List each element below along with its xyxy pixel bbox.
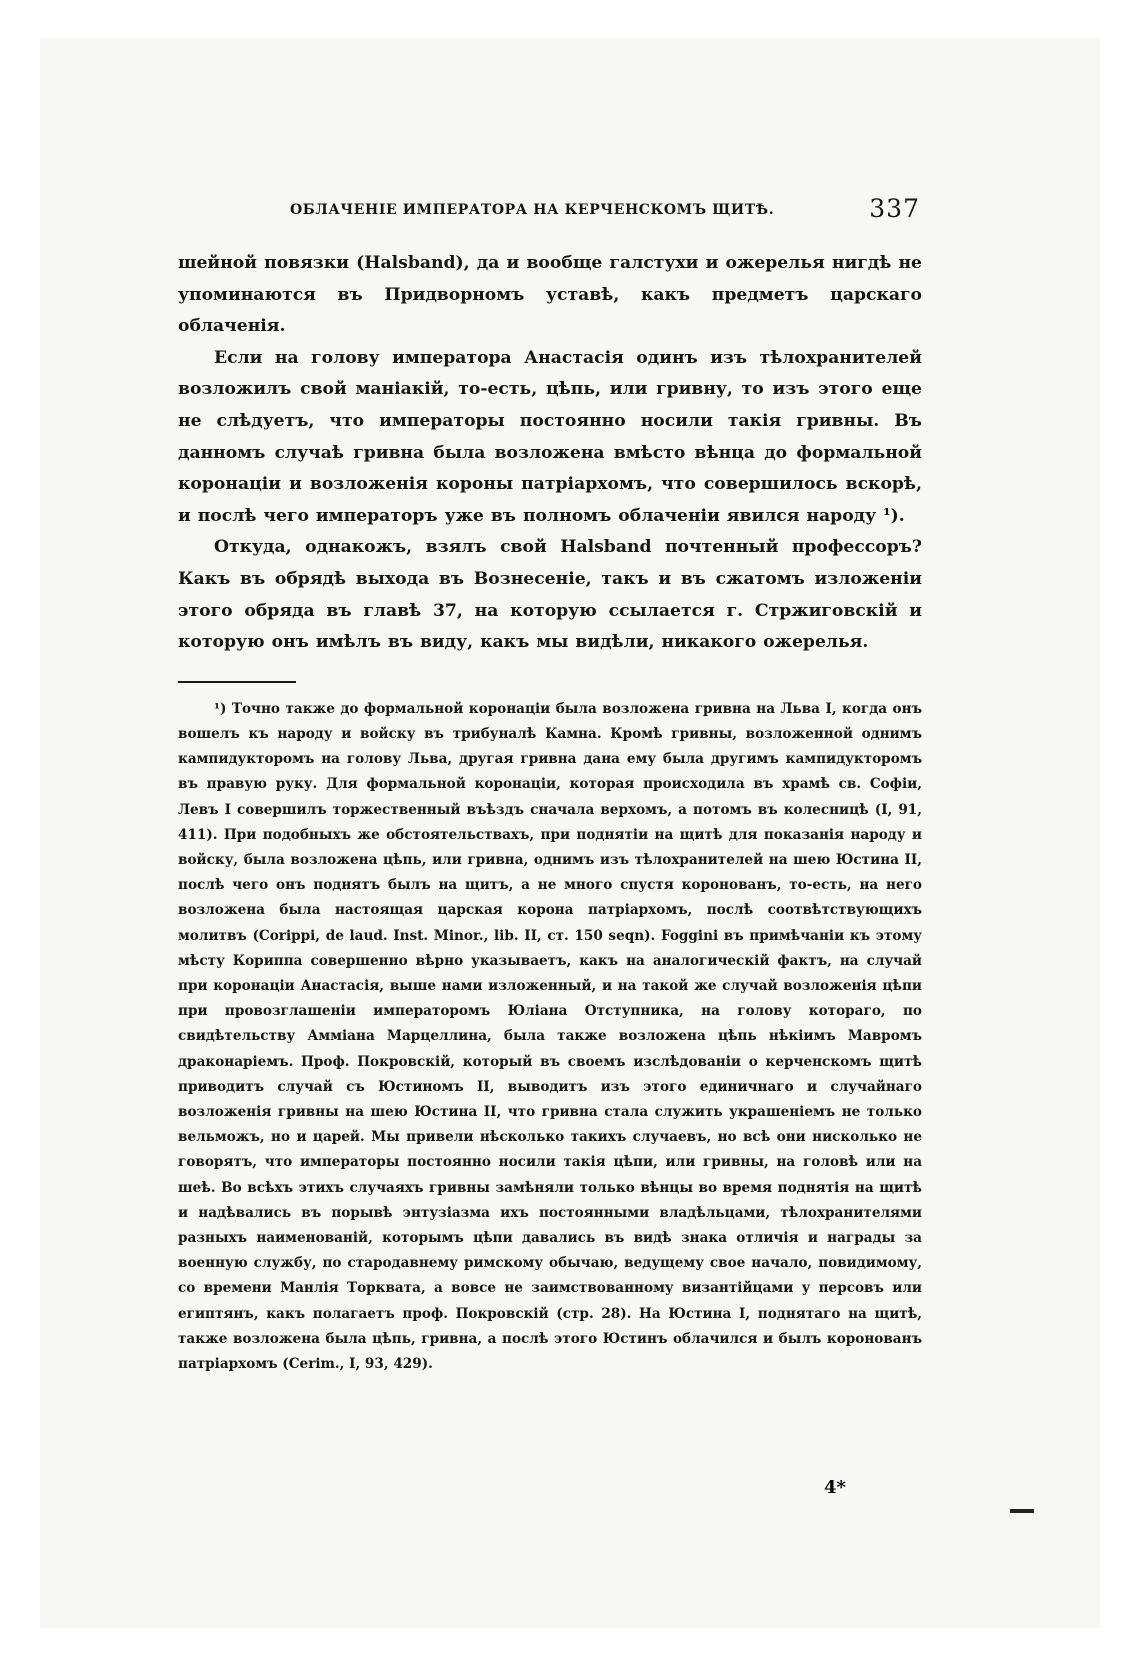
page-number: 337 <box>869 194 920 223</box>
margin-dash <box>1010 1509 1034 1513</box>
paragraph-continuation: шейной повязки (Halsband), да и вообще галстухи и ожерелья нигдѣ не упоминаются въ Придворномъ уставѣ, какъ предметъ царскаго облаченія. <box>178 253 922 337</box>
printer-signature-mark: 4* <box>824 1477 846 1498</box>
book-page <box>178 196 922 1377</box>
footnote-1: ¹) Точно также до формальной коронаціи была возложена гривна на Льва I, когда онъ вошелъ къ народу и войску въ трибуналѣ Камна. Кромѣ гривны, возложенной однимъ кампидукторомъ на голову Льва, другая гривна дана ему была другимъ кампидукторомъ въ правую руку. Для формальной коронаціи, которая происходила въ храмѣ св. Софіи, Левъ I совершилъ торжественный въѣздъ сначала верхомъ, а потомъ въ колесницѣ (I, 91, 411). При подобныхъ же обстоятельствахъ, при поднятіи на щитѣ для показанія народу и войску, была возложена цѣпь, или гривна, однимъ изъ тѣлохранителей на шею Юстина II, послѣ чего онъ поднятъ былъ на щитъ, а не много спустя коронованъ, то-есть, на него возложена была настоящая царская корона патріархомъ, послѣ соотвѣтствующихъ молитвъ (Corippi, de laud. Inst. Minor., lib. II, ст. 150 seqn). Foggini въ примѣчаніи къ этому мѣсту Кориппа совершенно вѣрно указываетъ, какъ на аналогическій фактъ, на случай при коронаціи Анастасія, выше нами изложенный, и на такой же случай возложенія цѣпи при провозглашеніи императоромъ Юліана Отступника, на голову котораго, по свидѣтельству Амміана Марцеллина, была также возложена цѣпь нѣкіимъ Мавромъ драконаріемъ. Проф. Покровскій, который въ своемъ изслѣдованіи о керченскомъ щитѣ приводитъ случай съ Юстиномъ II, выводитъ изъ этого единичнаго и случайнаго возложенія гривны на шею Юстина II, что гривна стала служить украшеніемъ не только вельможъ, но и царей. Мы привели нѣсколько такихъ случаевъ, но всѣ они нисколько не говорятъ, что императоры постоянно носили такія цѣпи, или гривны, на головѣ или на шеѣ. Во всѣхъ этихъ случаяхъ гривны замѣняли только вѣнцы во время поднятія на щитѣ и надѣвались въ порывѣ энтузіазма ихъ постоянными владѣльцами, тѣлохранителями разныхъ наименованій, которымъ цѣпи давались въ видѣ знака отличія и награды за военную службу, по стародавнему римскому обычаю, ведущему свое начало, повидимому, со времени Манлія Торквата, а вовсе не заимствованному византійцами у персовъ или египтянъ, какъ полагаетъ проф. Покровскій (стр. 28). На Юстина I, поднятаго на щитѣ, также возложена была цѣпь, гривна, а послѣ этого Юстинъ облачился и былъ коронованъ патріархомъ (Cerim., I, 93, 429). <box>178 700 922 1372</box>
main-text <box>178 248 922 659</box>
footnote-separator <box>178 681 296 683</box>
paragraph-halsband: Откуда, однакожъ, взялъ свой Halsband почтенный профессоръ? Какъ въ обрядѣ выхода въ Вознесеніе, такъ и въ сжатомъ изложеніи этого обряда въ главѣ 37, на которую ссылается г. Стржиговскій и которую онъ имѣлъ въ виду, какъ мы видѣли, никакого ожерелья. <box>178 537 922 653</box>
page-header <box>178 196 922 236</box>
paragraph-anastasius: Если на голову императора Анастасія одинъ изъ тѣлохранителей возложилъ свой маніакій, то-есть, цѣпь, или гривну, то изъ этого еще не слѣдуетъ, что императоры постоянно носили такія гривны. Въ данномъ случаѣ гривна была возложена вмѣсто вѣнца до формальной коронаціи и возложенія короны патріархомъ, что совершилось вскорѣ, и послѣ чего императоръ уже въ полномъ облаченіи явился народу ¹). <box>178 347 922 526</box>
running-title: ОБЛАЧЕНІЕ ИМПЕРАТОРА НА КЕРЧЕНСКОМЪ ЩИТѢ. <box>290 202 775 218</box>
